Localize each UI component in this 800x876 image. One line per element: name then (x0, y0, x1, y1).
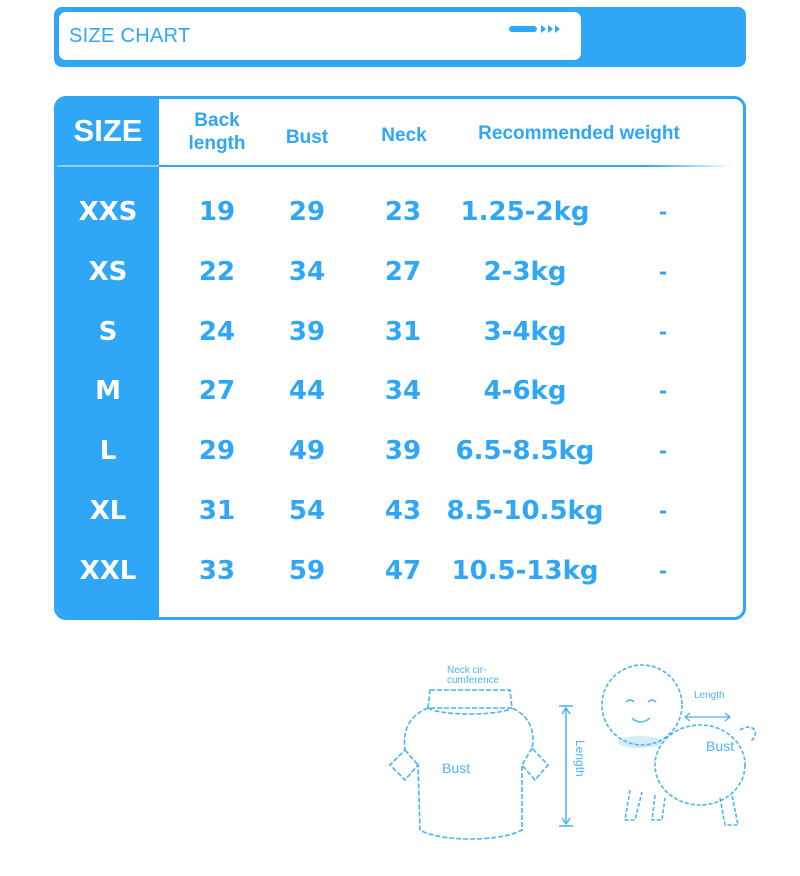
extra-value: - (658, 439, 668, 464)
row-size: S (98, 316, 118, 347)
size-header: SIZE (73, 113, 143, 148)
bust-value: 39 (288, 316, 326, 347)
neck-value: 39 (384, 436, 422, 467)
table-row (57, 312, 743, 352)
weight-header: Recommended weight (478, 123, 680, 144)
back-length-value: 27 (198, 376, 236, 407)
neck-header: Neck (381, 125, 427, 146)
size-chart-header (54, 7, 746, 67)
back-length-header-line2: length (188, 133, 246, 154)
bust-value: 44 (288, 376, 326, 407)
back-length-header (169, 109, 265, 155)
neck-value: 43 (384, 496, 422, 526)
header-divider (159, 165, 734, 167)
dog-face (618, 700, 662, 748)
table-row (57, 431, 743, 471)
back-length-header-line1: Back (194, 110, 240, 131)
length-arrow-icon (559, 706, 573, 826)
row-size: XS (88, 256, 128, 287)
weight-value: 2-3kg (483, 256, 567, 287)
size-column-bg (57, 99, 159, 617)
neck-value: 47 (384, 555, 422, 586)
header-title-box (59, 12, 581, 60)
row-size: L (99, 436, 117, 467)
row-size: XXS (78, 197, 138, 227)
bust-value: 29 (288, 197, 326, 227)
extra-value: - (658, 499, 668, 523)
dog-bust-label: Bust (706, 738, 735, 754)
bust-value: 49 (288, 436, 326, 467)
bust-value: 34 (288, 256, 326, 287)
table-row (57, 192, 743, 232)
weight-value: 10.5-13kg (451, 555, 599, 586)
bust-value: 59 (288, 555, 326, 586)
bust-value: 54 (288, 496, 326, 526)
garment-bust-label: Bust (442, 760, 471, 776)
back-length-value: 33 (198, 555, 236, 586)
back-length-value: 19 (198, 197, 236, 227)
row-size: XXL (79, 555, 137, 586)
back-length-value: 29 (198, 436, 236, 467)
header-title: SIZE CHART (69, 25, 191, 47)
weight-value: 6.5-8.5kg (455, 436, 595, 467)
weight-value: 4-6kg (483, 376, 567, 407)
size-header-divider (57, 165, 159, 167)
table-row (57, 491, 743, 531)
table-row (57, 551, 743, 591)
neck-label-line1: Neck cir- (447, 665, 487, 676)
neck-value: 23 (384, 197, 422, 227)
neck-value: 34 (384, 376, 422, 407)
header-arrow-icon (509, 25, 562, 33)
back-length-value: 24 (198, 316, 236, 347)
size-table (54, 96, 746, 620)
extra-value: - (658, 319, 668, 344)
dog-length-arrow-icon (685, 713, 730, 721)
measurement-illustration (380, 660, 780, 860)
back-length-value: 31 (198, 496, 236, 526)
neck-value: 27 (384, 256, 422, 287)
neck-label-line2: cumference (447, 675, 500, 686)
extra-value: - (658, 200, 668, 224)
weight-value: 1.25-2kg (460, 197, 590, 227)
dog-length-label: Length (694, 690, 725, 701)
extra-value: - (658, 558, 668, 583)
row-size: XL (89, 496, 127, 526)
neck-value: 31 (384, 316, 422, 347)
row-size: M (95, 376, 121, 407)
back-length-value: 22 (198, 256, 236, 287)
extra-value: - (658, 379, 668, 404)
bust-header: Bust (285, 127, 329, 148)
extra-value: - (658, 259, 668, 284)
weight-value: 8.5-10.5kg (446, 496, 604, 526)
table-row (57, 371, 743, 411)
length-vertical-label: Length (573, 740, 587, 777)
table-row (57, 252, 743, 292)
weight-value: 3-4kg (483, 316, 567, 347)
